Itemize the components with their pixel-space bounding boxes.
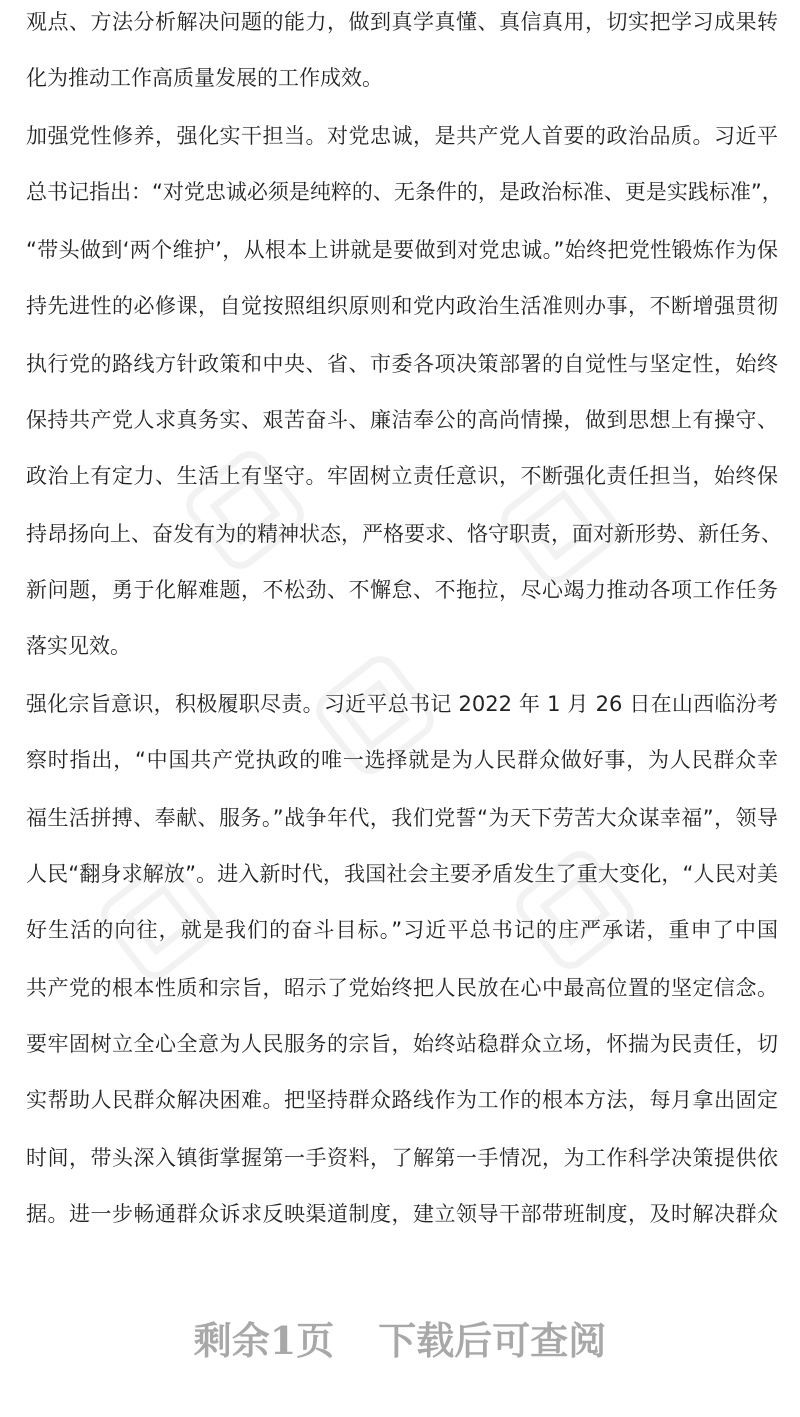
text-line: 保持共产党人求真务实、艰苦奋斗、廉洁奉公的高尚情操，做到思想上有操守、 (26, 408, 778, 432)
text-line: 观点、方法分析解决问题的能力，做到真学真懂、真信真用，切实把学习成果转 (26, 10, 778, 34)
download-prompt[interactable] (0, 1316, 800, 1366)
text-line: 落实见效。 (26, 634, 131, 658)
text-line: 实帮助人民群众解决困难。把坚持群众路线作为工作的根本方法，每月拿出固定 (26, 1088, 778, 1112)
download-to-view-label: 下载后可查阅 (378, 1318, 607, 1363)
text-line: 时间，带头深入镇街掌握第一手资料，了解第一手情况，为工作科学决策提供依 (26, 1146, 778, 1170)
watermark-icon (498, 833, 652, 987)
text-line: “带头做到‘两个维护’，从根本上讲就是要做到对党忠诚。”始终把党性锻炼作为保 (26, 238, 778, 262)
text-line: 政治上有定力、生活上有坚守。牢固树立责任意识，不断强化责任担当，始终保 (26, 464, 778, 488)
remaining-pages-label: 剩余1页 (193, 1318, 335, 1363)
text-line: 化为推动工作高质量发展的工作成效。 (26, 66, 383, 90)
text-line: 据。进一步畅通群众诉求反映渠道制度，建立领导干部带班制度，及时解决群众 (26, 1202, 778, 1226)
text-line: 加强党性修养，强化实干担当。对党忠诚，是共产党人首要的政治品质。习近平 (26, 124, 778, 148)
text-line: 强化宗旨意识，积极履职尽责。习近平总书记 2022 年 1 月 26 日在山西临汾考 (26, 692, 778, 716)
text-line: 新问题，勇于化解难题，不松劲、不懈怠、不拖拉，尽心竭力推动各项工作任务 (26, 578, 778, 602)
text-line: 总书记指出：“对党忠诚必须是纯粹的、无条件的，是政治标准、更是实践标准”， (26, 180, 783, 204)
text-line: 持先进性的必修课，自觉按照组织原则和党内政治生活准则办事，不断增强贯彻 (26, 294, 778, 318)
watermark-icon (168, 433, 322, 587)
text-line: 要牢固树立全心全意为人民服务的宗旨，始终站稳群众立场，怀揣为民责任，切 (26, 1032, 778, 1056)
text-line: 共产党的根本性质和宗旨，昭示了党始终把人民放在心中最高位置的坚定信念。 (26, 976, 778, 1000)
text-line: 人民“翻身求解放”。进入新时代，我国社会主要矛盾发生了重大变化，“人民对美 (26, 862, 778, 886)
text-line: 持昂扬向上、奋发有为的精神状态，严格要求、恪守职责，面对新形势、新任务、 (26, 522, 782, 546)
text-line: 好生活的向往，就是我们的奋斗目标。”习近平总书记的庄严承诺，重申了中国 (26, 918, 778, 942)
text-line: 执行党的路线方针政策和中央、省、市委各项决策部署的自觉性与坚定性，始终 (26, 352, 778, 376)
text-line: 福生活拼搏、奉献、服务。”战争年代，我们党誓“为天下劳苦大众谋幸福”，领导 (26, 806, 778, 830)
text-line: 察时指出，“中国共产党执政的唯一选择就是为人民群众做好事，为人民群众幸 (26, 748, 778, 772)
